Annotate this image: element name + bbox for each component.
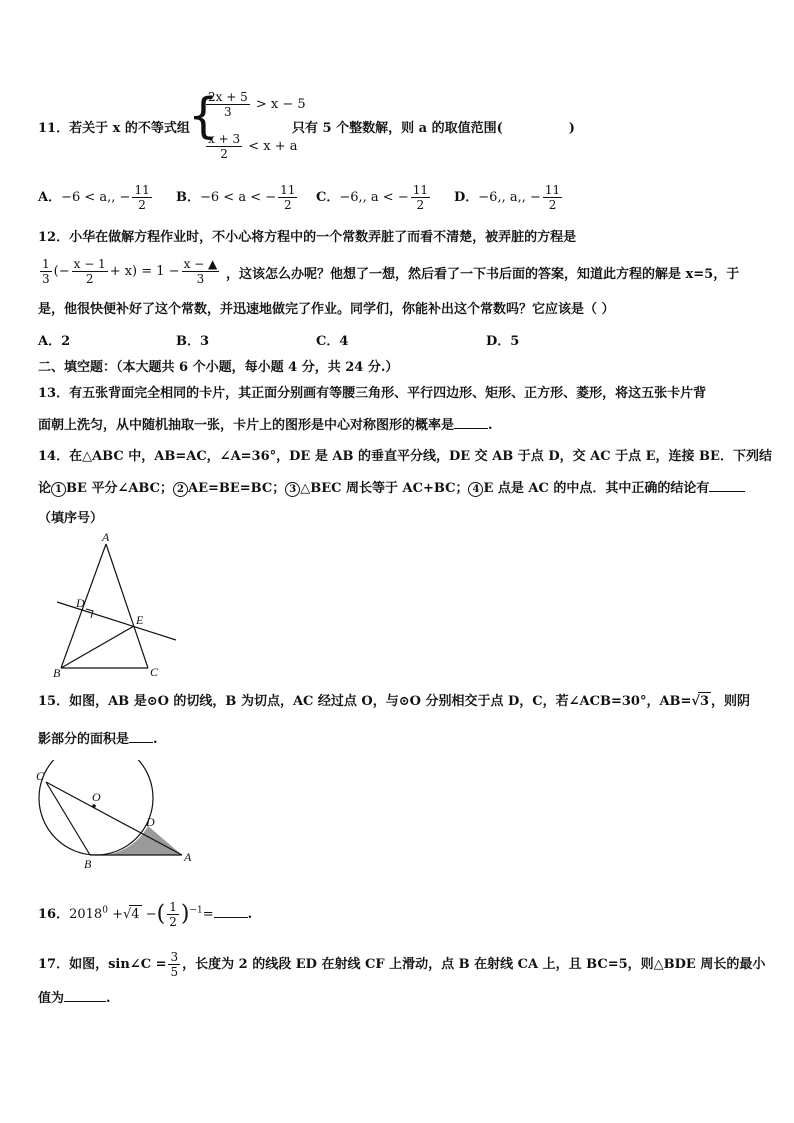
q13-line1: 13．有五张背面完全相同的卡片，其正面分别画有等腰三角形、平行四边形、矩形、正方形、菱形，将这五张卡片背: [38, 386, 707, 401]
q17-line2: 值为 .: [38, 991, 111, 1006]
q11-ineq1-rhs: > x − 5: [255, 97, 306, 112]
q15-circle-figure: [30, 760, 205, 872]
q13-line2: 面朝上洗匀，从中随机抽取一张，卡片上的图形是中心对称图形的概率是 .: [38, 418, 493, 433]
q14-label-d: D: [76, 596, 85, 610]
q14-label-e: E: [136, 613, 144, 627]
q15-line-cb: [46, 782, 90, 855]
q14-label-c: C: [150, 665, 159, 679]
q14-label-a: A: [102, 530, 110, 544]
q15-label-a: A: [184, 850, 192, 864]
q11-ineq1: [204, 90, 306, 119]
q11-ineq2-rhs: < x + a: [248, 139, 298, 154]
q12-option-a: A．2: [38, 334, 71, 349]
q14-line1: 14．在△ABC 中，AB=AC，∠A=36°，DE 是 AB 的垂直平分线，DE 交 AB 于点 D，交 AC 于点 E，连接 BE．下列结: [38, 449, 772, 464]
q12-option-d: D．5: [486, 334, 520, 349]
q12-line3: 是，他很快便补好了这个常数，并迅速地做完了作业。同学们，你能补出这个常数吗？它应该是（ ）: [38, 302, 615, 317]
q12-option-b: B．3: [176, 334, 210, 349]
q12-line1: 12．小华在做解方程作业时，不小心将方程中的一个常数弄脏了而看不清楚，被弄脏的方程是: [38, 230, 577, 245]
q17-line1: 17．如图，sin∠C = $\frac{3}{5}$ ，长度为 2 的线段 ED 在射线 CF 上滑动，点 B 在射线 CA 上，且 BC=5，则△BDE 周长的最小: [38, 950, 766, 979]
q15-circle-o: [39, 760, 153, 855]
q11-ineq1-frac: $\frac{2x + 5}{3}$: [208, 90, 248, 119]
q15-center-dot: [92, 804, 96, 808]
q11-option-b: B．−6 < a < − $\frac{11}{2}$: [176, 183, 296, 212]
q15-line2: 影部分的面积是 .: [38, 732, 158, 747]
q11-ineq2-frac: $\frac{x + 3}{2}$: [208, 132, 241, 161]
q14-line3: （填序号）: [38, 511, 104, 526]
q15-line1: 15．如图，AB 是⊙O 的切线，B 为切点，AC 经过点 O，与⊙O 分别相交于点 D，C，若∠ACB=30°，AB=√3 ，则阴: [38, 694, 751, 709]
q12-option-c: C．4: [316, 334, 349, 349]
q16-expression: 16．2018$^0$ +√4 −( $\frac{1}{2}$ )$^{-1}$= .: [38, 900, 253, 929]
q11-option-d: D．−6,, a,, − $\frac{11}{2}$: [454, 183, 561, 212]
q14-triangle-figure: [50, 530, 185, 680]
q11-ineq2: [204, 132, 298, 161]
q14-line-de: [57, 602, 176, 640]
section-title: 二、填空题：（本大题共 6 个小题，每小题 4 分，共 24 分.）: [38, 360, 399, 375]
q11-suffix: 只有 5 个整数解，则 a 的取值范围( ): [292, 121, 575, 136]
q14-side-ac: [106, 544, 148, 668]
q15-line-ac: [46, 782, 182, 855]
q12-line2: ，这该怎么办呢？他想了一想，然后看了一下书后面的答案，知道此方程的解是 x=5，于: [226, 267, 740, 282]
q11-option-c: C．−6,, a < − $\frac{11}{2}$: [316, 183, 429, 212]
q14-right-angle-mark: [86, 609, 93, 618]
q14-segment-be: [61, 626, 134, 668]
q12-equation: $\frac{1}{3}$ (− $\frac{x - 1}{2}$ + x) = 1 − $\frac{x - ▲}{3}$: [42, 257, 218, 286]
q15-label-c: C: [36, 769, 45, 783]
q15-label-d: D: [146, 815, 155, 829]
q14-label-b: B: [53, 666, 61, 680]
q14-line2: 论 1 BE 平分∠ABC； 2 AE=BE=BC； 3 △BEC 周长等于 AC+BC； 4 E 点是 AC 的中点．其中正确的结论有: [38, 479, 745, 498]
q11-prefix: 11．若关于 x 的不等式组: [38, 121, 190, 136]
q11-option-a: A．−6 < a,, − $\frac{11}{2}$: [38, 183, 150, 212]
q11-brace: {: [188, 88, 219, 144]
q15-label-b: B: [84, 857, 92, 871]
q15-label-o: O: [92, 790, 101, 804]
